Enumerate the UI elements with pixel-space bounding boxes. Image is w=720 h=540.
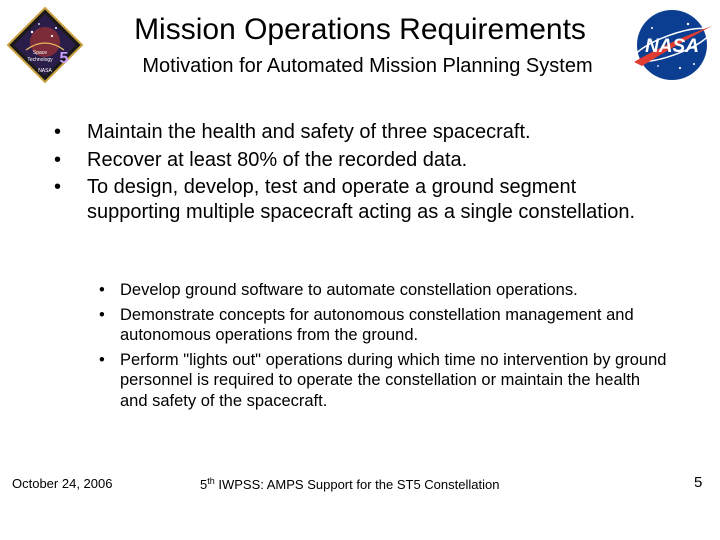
footer-event-number: 5 (200, 477, 208, 492)
page-number: 5 (694, 474, 703, 491)
sub-list-item-text: Demonstrate concepts for autonomous constellation management and autonomous operations from the ground. (120, 305, 634, 344)
patch-line-space: Space (32, 50, 48, 56)
list-item-text: To design, develop, test and operate a ground segment supporting multiple spacecraft acting as a single constellation. (87, 176, 636, 223)
slide-footer (0, 470, 720, 520)
sub-bullet-list (99, 280, 699, 415)
patch-number: 5 (59, 50, 69, 67)
list-item (54, 175, 647, 224)
sub-list-item (99, 350, 670, 412)
list-item (54, 120, 694, 145)
nasa-meatball-logo-icon (628, 6, 716, 84)
sub-list-item (99, 305, 680, 346)
bullet-icon: • (54, 148, 62, 171)
patch-line-technology: Technology (27, 57, 53, 63)
patch-line-nasa: NASA (38, 68, 52, 74)
nasa-wordmark: NASA (645, 36, 699, 57)
st5-mission-patch-icon (6, 6, 84, 84)
page-title: Mission Operations Requirements (134, 13, 586, 46)
footer-date: October 24, 2006 (12, 476, 113, 491)
list-item-text: Recover at least 80% of the recorded data. (87, 148, 468, 171)
bullet-icon: • (99, 305, 105, 324)
footer-event-rest: IWPSS: AMPS Support for the ST5 Constellation (214, 477, 500, 492)
bullet-icon: • (54, 176, 62, 198)
slide-header (0, 0, 720, 100)
bullet-icon: • (99, 350, 105, 369)
list-item (54, 148, 694, 173)
sub-list-item (99, 280, 699, 301)
main-bullet-list (54, 120, 694, 227)
bullet-icon: • (54, 121, 62, 143)
footer-event-title (200, 476, 540, 492)
footer-event-sup: th (207, 476, 215, 486)
bullet-icon: • (99, 281, 105, 299)
list-item-text: Maintain the health and safety of three spacecraft. (87, 121, 531, 143)
sub-list-item-text: Develop ground software to automate constellation operations. (120, 281, 578, 299)
page-subtitle: Motivation for Automated Mission Planning System (142, 55, 593, 77)
sub-list-item-text: Perform "lights out" operations during which time no intervention by ground personnel is required to operate the constellation or maintain the health and safety of the spacecraft. (120, 350, 667, 410)
